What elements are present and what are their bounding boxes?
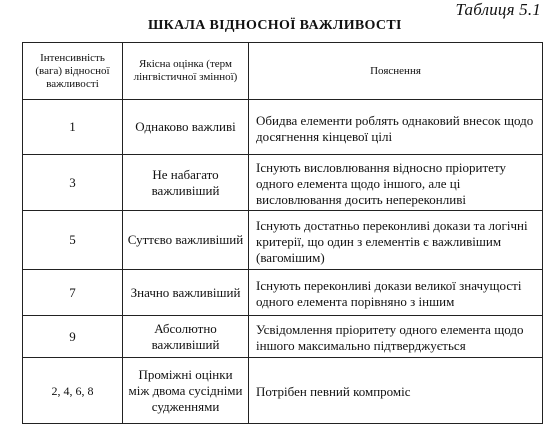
table-title: ШКАЛА ВІДНОСНОЇ ВАЖЛИВОСТІ (148, 18, 402, 33)
qualitative-cell: Проміжні оцінки між двома сусідніми судженнями (123, 358, 249, 424)
intensity-cell: 1 (23, 100, 123, 155)
table-row (23, 211, 543, 270)
intensity-cell: 2, 4, 6, 8 (23, 358, 123, 424)
table-header (23, 43, 543, 100)
table-row (23, 155, 543, 211)
qualitative-cell: Однаково важливі (123, 100, 249, 155)
table-row (23, 316, 543, 358)
explanation-cell: Існують достатньо переконливі докази та логічні критерії, що один з елементів є важливішим (вагомішим) (249, 211, 543, 270)
header-row (23, 43, 543, 100)
intensity-cell: 7 (23, 270, 123, 316)
explanation-cell: Обидва елементи роблять однаковий внесок щодо досягнення кінцевої цілі (249, 100, 543, 155)
header-qualitative: Якісна оцінка (терм лінгвістичної змінної) (123, 43, 249, 100)
qualitative-cell: Значно важливіший (123, 270, 249, 316)
qualitative-cell: Абсолютно важливіший (123, 316, 249, 358)
intensity-cell: 3 (23, 155, 123, 211)
table-row (23, 100, 543, 155)
explanation-cell: Усвідомлення пріоритету одного елемента щодо іншого максимально підтверджується (249, 316, 543, 358)
table-number: Таблиця 5.1 (455, 0, 541, 19)
importance-scale-table (22, 42, 543, 424)
intensity-cell: 5 (23, 211, 123, 270)
explanation-cell: Існують висловлювання відносно пріоритету одного елемента щодо іншого, але ці висловлювання досить непереконливі (249, 155, 543, 211)
header-explanation: Пояснення (249, 43, 543, 100)
header-intensity: Інтенсивність (вага) відносної важливості (23, 43, 123, 100)
table-row (23, 358, 543, 424)
qualitative-cell: Суттєво важливіший (123, 211, 249, 270)
intensity-cell: 9 (23, 316, 123, 358)
table-row (23, 270, 543, 316)
explanation-cell: Існують переконливі докази великої значущості одного елемента порівняно з іншим (249, 270, 543, 316)
explanation-cell: Потрібен певний компроміс (249, 358, 543, 424)
qualitative-cell: Не набагато важливіший (123, 155, 249, 211)
